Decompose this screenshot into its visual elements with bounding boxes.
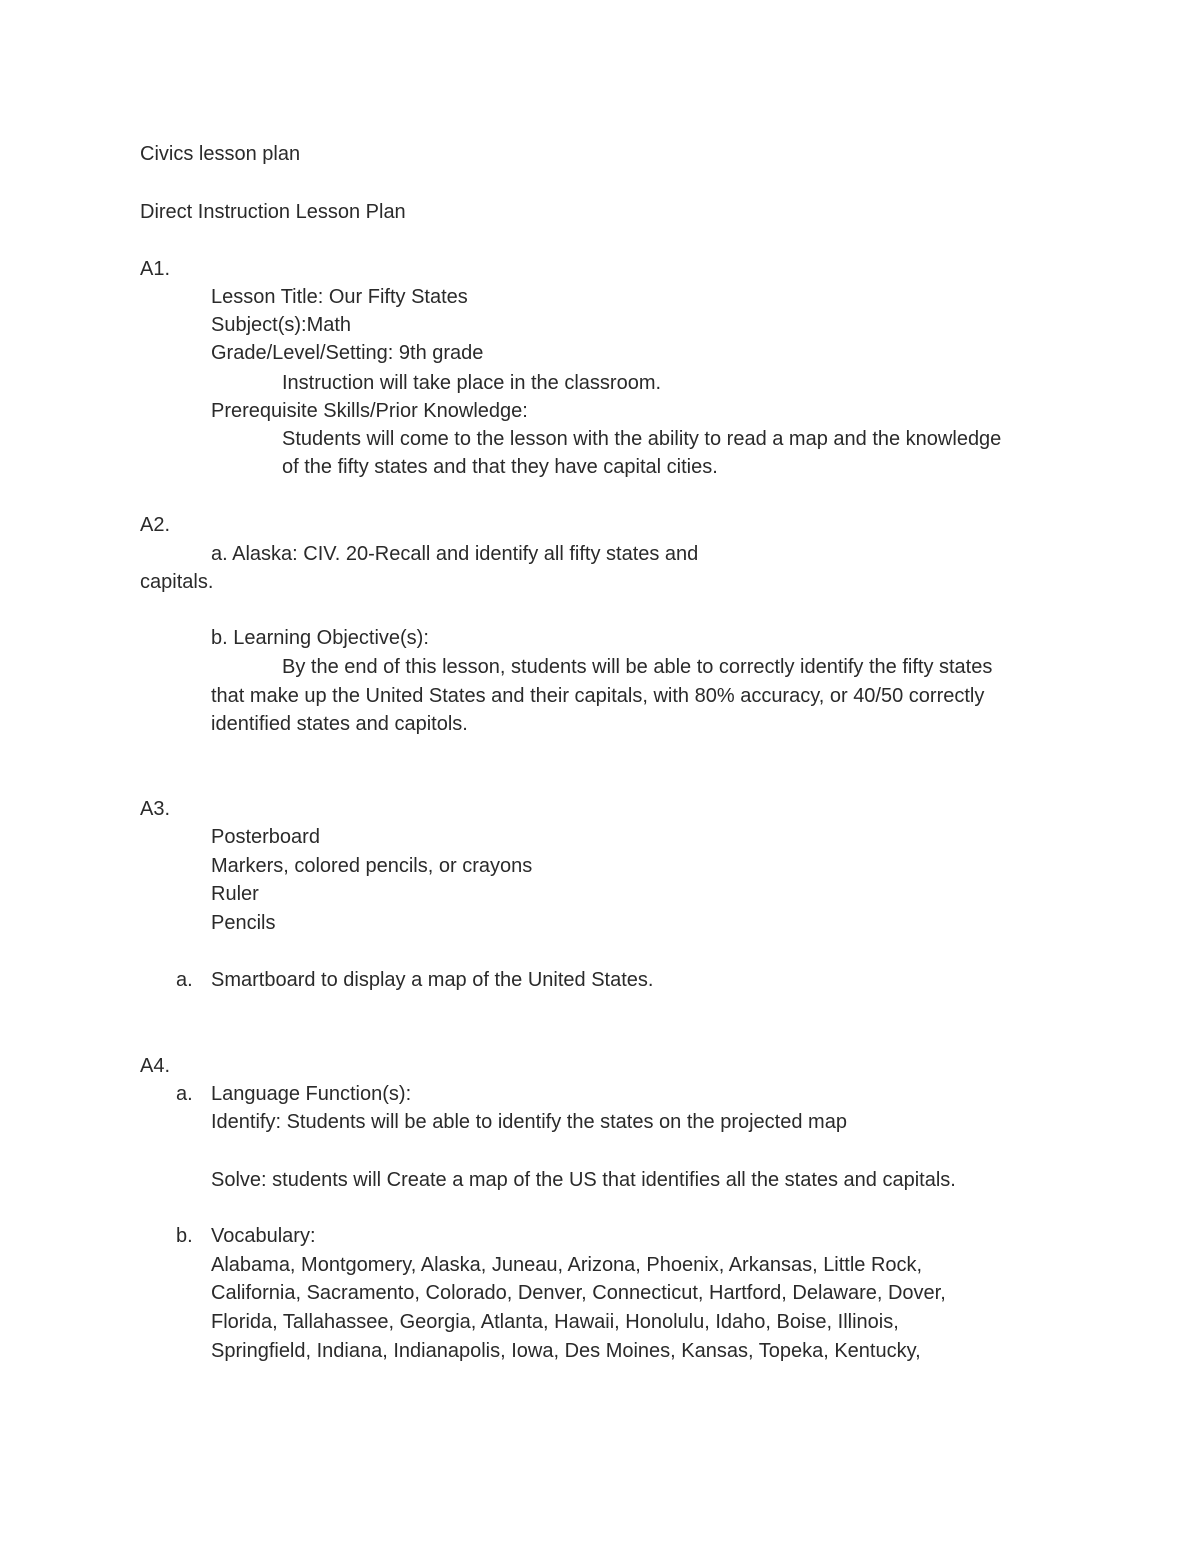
vocab-line: Springfield, Indiana, Indianapolis, Iowa, Des Moines, Kansas, Topeka, Kentucky, [211, 1340, 921, 1362]
subjects: Subject(s):Math [211, 314, 352, 336]
prereq-text: Students will come to the lesson with the ability to read a map and the knowledge [282, 428, 1002, 450]
vocab-line: Alabama, Montgomery, Alaska, Juneau, Arizona, Phoenix, Arkansas, Little Rock, [211, 1254, 923, 1276]
materials-item: Markers, colored pencils, or crayons [211, 855, 533, 877]
lesson-title: Lesson Title: Our Fifty States [211, 286, 468, 308]
document-subtitle: Direct Instruction Lesson Plan [140, 201, 406, 223]
section-heading: A2. [140, 514, 171, 536]
objective-text: By the end of this lesson, students will be able to correctly identify the fifty states [282, 656, 993, 678]
section-heading: A3. [140, 798, 171, 820]
vocab-line: California, Sacramento, Colorado, Denver, Connecticut, Hartford, Delaware, Dover, [211, 1282, 946, 1304]
materials-item: Ruler [211, 883, 259, 905]
objective-label: b. Learning Objective(s): [211, 627, 429, 649]
list-marker: a. [176, 969, 193, 991]
section-heading: A4. [140, 1055, 171, 1077]
identify-text: Identify: Students will be able to identify the states on the projected map [211, 1111, 847, 1133]
materials-item: Smartboard to display a map of the United States. [211, 969, 654, 991]
vocab-line: Florida, Tallahassee, Georgia, Atlanta, Hawaii, Honolulu, Idaho, Boise, Illinois, [211, 1311, 899, 1333]
section-heading: A1. [140, 258, 171, 280]
setting-text: Instruction will take place in the classroom. [282, 372, 662, 394]
vocab-label: Vocabulary: [211, 1225, 316, 1247]
materials-item: Pencils [211, 912, 276, 934]
standard-text: a. Alaska: CIV. 20-Recall and identify all fifty states and [211, 543, 699, 565]
list-marker: b. [176, 1225, 193, 1247]
document-title: Civics lesson plan [140, 143, 301, 165]
materials-item: Posterboard [211, 826, 320, 848]
language-label: Language Function(s): [211, 1083, 412, 1105]
objective-text: identified states and capitols. [211, 713, 468, 735]
list-marker: a. [176, 1083, 193, 1105]
prereq-text: of the fifty states and that they have capital cities. [282, 456, 718, 478]
grade-level: Grade/Level/Setting: 9th grade [211, 342, 484, 364]
standard-text: capitals. [140, 571, 214, 593]
solve-text: Solve: students will Create a map of the US that identifies all the states and capitals. [211, 1169, 956, 1191]
objective-text: that make up the United States and their capitals, with 80% accuracy, or 40/50 correctly [211, 685, 985, 707]
prereq-label: Prerequisite Skills/Prior Knowledge: [211, 400, 528, 422]
